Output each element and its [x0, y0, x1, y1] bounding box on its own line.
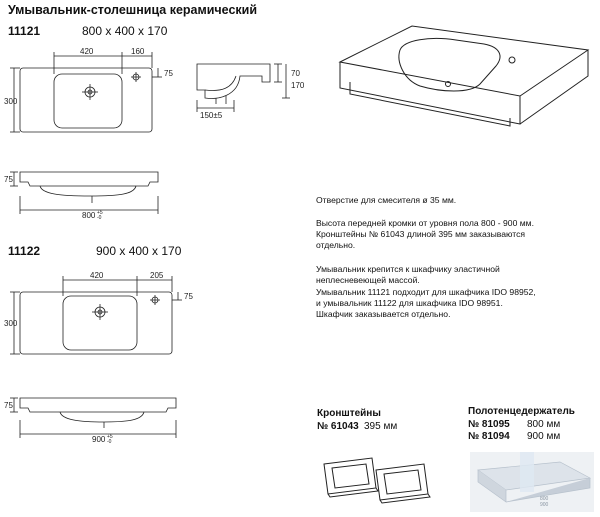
page-title: Умывальник-столешница керамический — [8, 3, 258, 17]
side-view-11121 — [197, 64, 290, 112]
dim-300-b: 300 — [4, 319, 18, 328]
tol-plus-a: +5 — [97, 210, 103, 216]
towel-code-1: № 81095 — [468, 419, 510, 430]
dim-160: 160 — [131, 47, 145, 56]
info-cabinet-1: Умывальник 11121 подходит для шкафчика IDO 98952, — [316, 287, 536, 297]
bracket-illustration — [324, 458, 430, 503]
towel-heading: Полотенцедержатель — [468, 406, 575, 417]
dim-150: 150±5 — [200, 111, 223, 120]
towel-size-1: 800 мм — [527, 419, 561, 430]
info-height: Высота передней кромки от уровня пола 800 - 900 мм. — [316, 218, 534, 228]
info-brackets-2: отдельно. — [316, 240, 356, 250]
perspective-view — [340, 26, 588, 126]
dim-800: 800 — [82, 211, 96, 220]
towel-holder-photo — [470, 452, 594, 512]
photo-label-900: 900 — [540, 502, 549, 508]
front-view-11121 — [10, 172, 158, 214]
brackets-code: № 61043 — [317, 421, 359, 432]
model-size-11121: 800 x 400 x 170 — [82, 24, 168, 38]
tol-plus-b: +5 — [107, 434, 113, 440]
dim-75-b: 75 — [4, 175, 13, 184]
dim-75-d: 75 — [4, 401, 13, 410]
info-mount: Умывальник крепится к шкафчику эластичной — [316, 264, 500, 274]
dim-75-c: 75 — [184, 292, 193, 301]
dim-70: 70 — [291, 69, 300, 78]
dim-205: 205 — [150, 271, 164, 280]
dim-420-a: 420 — [80, 47, 94, 56]
towel-code-2: № 81094 — [468, 431, 510, 442]
front-view-11122 — [10, 398, 176, 438]
info-hole: Отверстие для смесителя ø 35 мм. — [316, 195, 457, 205]
model-code-11122: 11122 — [8, 244, 41, 258]
brackets-heading: Кронштейны — [317, 408, 381, 419]
info-brackets: Кронштейны № 61043 длиной 395 мм заказываются — [316, 229, 526, 239]
dim-170: 170 — [291, 81, 305, 90]
dim-300-a: 300 — [4, 97, 18, 106]
brackets-length: 395 мм — [364, 421, 398, 432]
top-view-11122 — [10, 276, 182, 354]
dim-900: 900 — [92, 435, 106, 444]
tol-minus-a: -0 — [97, 215, 102, 221]
info-cabinet-2: и умывальник 11122 для шкафчика IDO 98951. — [316, 298, 503, 308]
info-mount-2: неплесневеющей массой. — [316, 275, 420, 285]
towel-size-2: 900 мм — [527, 431, 561, 442]
info-cabinet-3: Шкафчик заказывается отдельно. — [316, 309, 451, 319]
model-size-11122: 900 x 400 x 170 — [96, 244, 182, 258]
photo-label-800: 800 — [540, 496, 549, 502]
tol-minus-b: -0 — [107, 439, 112, 445]
model-code-11121: 11121 — [8, 24, 41, 38]
dim-75-a: 75 — [164, 69, 173, 78]
top-view-11121 — [10, 52, 162, 132]
dim-420-b: 420 — [90, 271, 104, 280]
